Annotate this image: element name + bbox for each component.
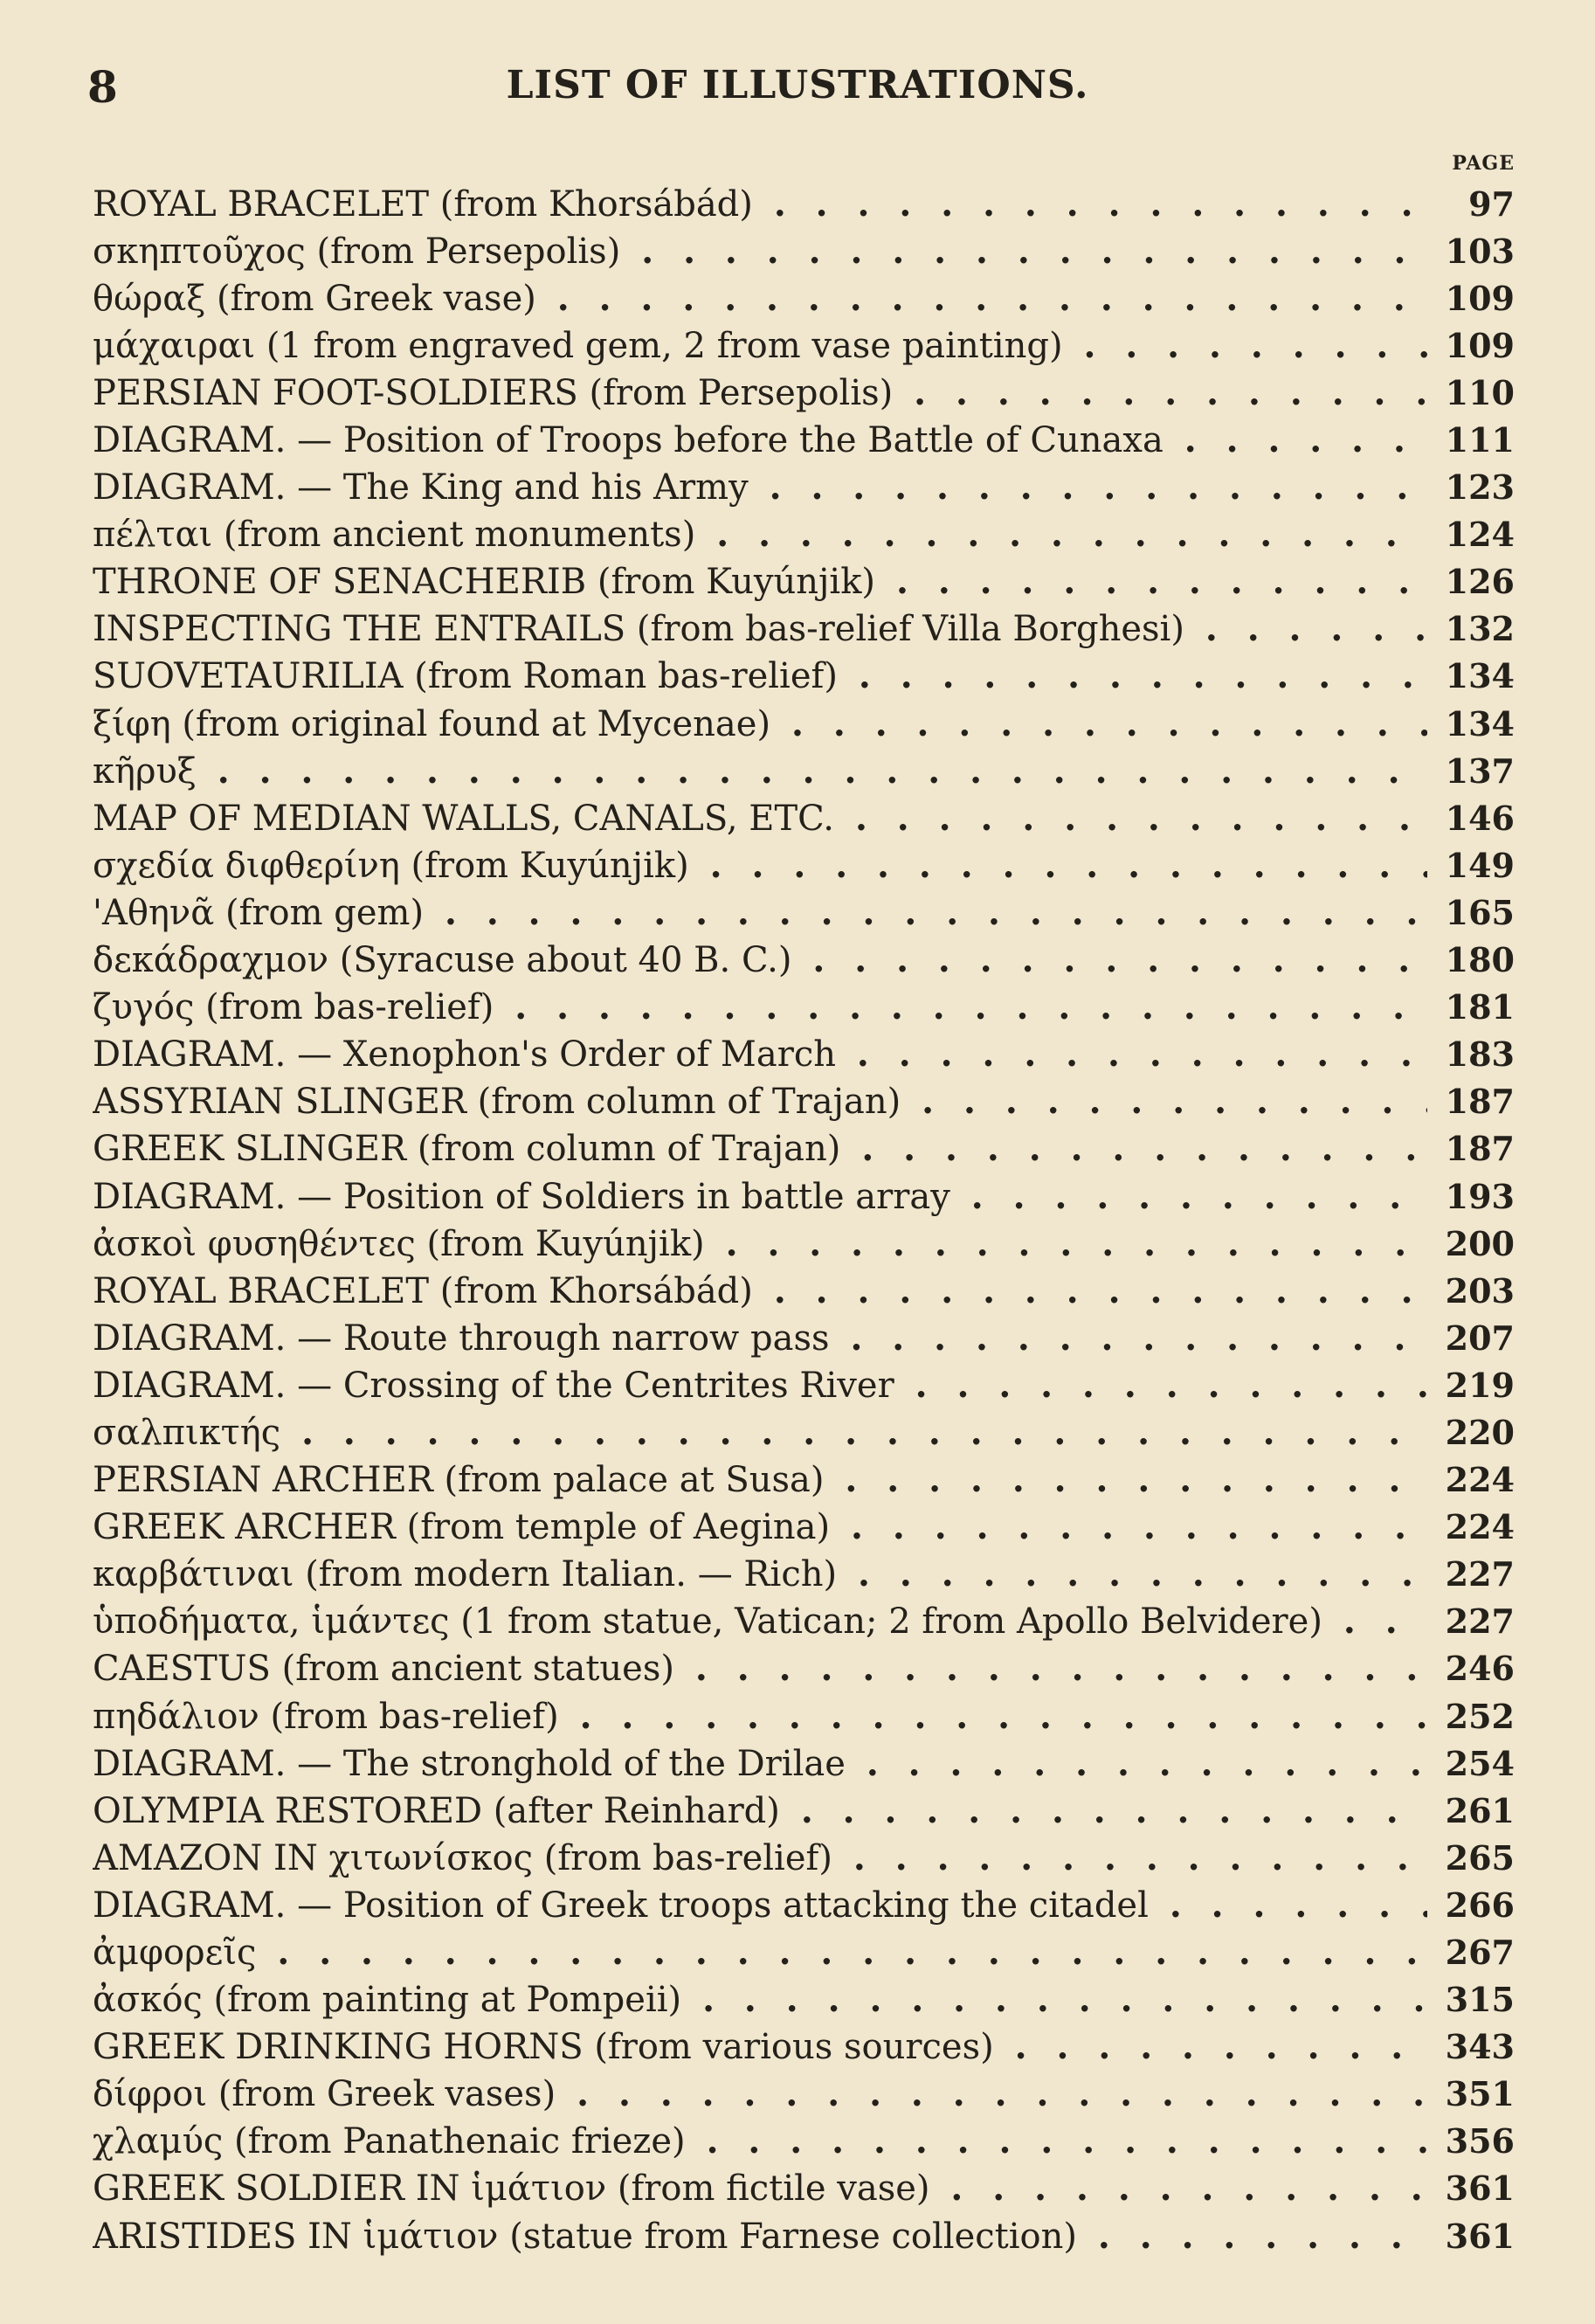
list-item	[93, 1881, 1515, 1928]
illustration-page-number: 356	[1445, 2121, 1515, 2161]
list-item	[93, 464, 1515, 511]
illustration-page-number: 224	[1445, 1507, 1515, 1547]
list-item	[93, 889, 1515, 936]
illustration-title: ROYAL BRACELET (from Khorsábád) . . .	[93, 1270, 1427, 1311]
illustration-page-number: 361	[1445, 2168, 1515, 2209]
list-item	[93, 1645, 1515, 1692]
list-item	[93, 2023, 1515, 2071]
illustration-title: SUOVETAURILIA (from Roman bas-relief) . . .	[93, 655, 1427, 696]
illustration-page-number: 124	[1445, 515, 1515, 555]
list-item	[93, 1787, 1515, 1834]
illustration-title: DIAGRAM. — The King and his Army . . .	[93, 467, 1427, 508]
list-item	[93, 794, 1515, 841]
illustrations-list	[93, 180, 1515, 2259]
list-item	[93, 2165, 1515, 2212]
illustration-title: AMAZON IN χιτωνίσκος (from bas-relief) . . .	[93, 1837, 1427, 1878]
list-item	[93, 1976, 1515, 2023]
illustration-title: ASSYRIAN SLINGER (from column of Trajan) . . .	[93, 1081, 1427, 1122]
list-item	[93, 700, 1515, 747]
illustration-title: ἀμφορεῖς . . .	[93, 1932, 1427, 1973]
illustration-page-number: 351	[1445, 2074, 1515, 2114]
illustration-title: δεκάδραχμον (Syracuse about 40 B. C.) . . .	[93, 939, 1427, 980]
illustration-page-number: 109	[1445, 325, 1515, 365]
illustration-page-number: 207	[1445, 1318, 1515, 1358]
illustration-page-number: 109	[1445, 278, 1515, 318]
list-item	[93, 1314, 1515, 1361]
illustration-page-number: 219	[1445, 1365, 1515, 1405]
illustration-title: DIAGRAM. — Route through narrow pass . . .	[93, 1318, 1427, 1359]
illustration-title: GREEK SLINGER (from column of Trajan) . . .	[93, 1128, 1427, 1169]
illustration-title: GREEK ARCHER (from temple of Aegina) . . .	[93, 1506, 1427, 1547]
illustration-title: MAP OF MEDIAN WALLS, CANALS, ETC. . . .	[93, 798, 1427, 839]
list-item	[93, 1267, 1515, 1314]
illustration-title: ἀσκός (from painting at Pompeii) . . .	[93, 1979, 1427, 2020]
illustration-page-number: 246	[1445, 1649, 1515, 1689]
page-header	[0, 52, 1595, 114]
list-item	[93, 1598, 1515, 1645]
illustration-page-number: 146	[1445, 798, 1515, 838]
illustration-page-number: 181	[1445, 987, 1515, 1027]
illustration-page-number: 227	[1445, 1601, 1515, 1642]
illustration-title: ARISTIDES IN ἱμάτιον (statue from Farnese collection) . . .	[93, 2216, 1427, 2257]
list-item	[93, 1692, 1515, 1740]
illustration-page-number: 134	[1445, 656, 1515, 696]
illustration-title: DIAGRAM. — Position of Greek troops attacking the citadel . . .	[93, 1885, 1427, 1926]
list-item	[93, 2071, 1515, 2118]
illustration-title: σκηπτοῦχος (from Persepolis) . . .	[93, 231, 1427, 272]
illustration-page-number: 267	[1445, 1933, 1515, 1973]
illustration-page-number: 220	[1445, 1412, 1515, 1452]
list-item	[93, 605, 1515, 653]
list-item	[93, 1456, 1515, 1504]
list-item	[93, 558, 1515, 605]
illustration-page-number: 132	[1445, 609, 1515, 649]
illustration-title: GREEK DRINKING HORNS (from various sources) . . .	[93, 2026, 1427, 2067]
illustration-title: OLYMPIA RESTORED (after Reinhard) . . .	[93, 1790, 1427, 1831]
illustration-title: ὑποδήματα, ἱμάντες (1 from statue, Vatican; 2 from Apollo Belvidere) . . .	[93, 1601, 1427, 1642]
illustration-title: ROYAL BRACELET (from Khorsábád) . . .	[93, 183, 1427, 225]
illustration-title: κῆρυξ . . .	[93, 750, 1427, 792]
page-column-heading: PAGE	[1452, 152, 1515, 175]
illustration-page-number: 266	[1445, 1885, 1515, 1925]
illustration-title: DIAGRAM. — Crossing of the Centrites River . . .	[93, 1365, 1427, 1406]
list-item	[93, 653, 1515, 700]
illustration-title: DIAGRAM. — Position of Soldiers in battle array . . .	[93, 1176, 1427, 1217]
list-item	[93, 1172, 1515, 1220]
illustration-page-number: 203	[1445, 1270, 1515, 1311]
illustration-title: INSPECTING THE ENTRAILS (from bas-relief Villa Borghesi) . . .	[93, 608, 1427, 649]
illustration-title: δίφροι (from Greek vases) . . .	[93, 2073, 1427, 2114]
illustration-title: PERSIAN ARCHER (from palace at Susa) . . .	[93, 1459, 1427, 1500]
list-item	[93, 1504, 1515, 1551]
list-item	[93, 984, 1515, 1031]
list-item	[93, 1834, 1515, 1881]
list-item	[93, 369, 1515, 416]
illustration-title: σαλπικτής . . .	[93, 1412, 1427, 1453]
illustration-page-number: 123	[1445, 467, 1515, 508]
illustration-page-number: 165	[1445, 892, 1515, 932]
list-item	[93, 227, 1515, 274]
illustration-title: GREEK SOLDIER IN ἱμάτιον (from fictile vase) . . .	[93, 2168, 1427, 2209]
list-item	[93, 322, 1515, 369]
illustration-page-number: 261	[1445, 1790, 1515, 1830]
illustration-page-number: 343	[1445, 2027, 1515, 2067]
illustration-page-number: 110	[1445, 372, 1515, 412]
list-item	[93, 1408, 1515, 1456]
illustration-title: πηδάλιον (from bas-relief) . . .	[93, 1696, 1427, 1737]
illustration-title: DIAGRAM. — The stronghold of the Drilae . . .	[93, 1743, 1427, 1784]
running-title: LIST OF ILLUSTRATIONS.	[506, 63, 1089, 107]
illustration-title: ἀσκοὶ φυσηθέντες (from Kuyúnjik) . . .	[93, 1223, 1427, 1264]
illustration-title: DIAGRAM. — Position of Troops before the Battle of Cunaxa . . .	[93, 419, 1427, 460]
illustration-page-number: 187	[1445, 1082, 1515, 1122]
list-item	[93, 1220, 1515, 1267]
illustration-page-number: 134	[1445, 703, 1515, 744]
illustration-page-number: 227	[1445, 1554, 1515, 1594]
illustration-title: CAESTUS (from ancient statues) . . .	[93, 1648, 1427, 1689]
illustration-page-number: 97	[1468, 183, 1515, 224]
list-item	[93, 1361, 1515, 1408]
list-item	[93, 2212, 1515, 2259]
illustration-title: καρβάτιναι (from modern Italian. — Rich) . . .	[93, 1553, 1427, 1594]
illustration-page-number: 111	[1445, 420, 1515, 460]
list-item	[93, 1740, 1515, 1787]
list-item	[93, 274, 1515, 322]
illustration-title: πέλται (from ancient monuments) . . .	[93, 514, 1427, 555]
list-item	[93, 841, 1515, 889]
illustration-title: χλαμύς (from Panathenaic frieze) . . .	[93, 2120, 1427, 2161]
illustration-page-number: 252	[1445, 1696, 1515, 1736]
illustration-page-number: 265	[1445, 1837, 1515, 1878]
illustration-title: θώραξ (from Greek vase) . . .	[93, 278, 1427, 319]
list-item	[93, 416, 1515, 463]
list-item	[93, 2118, 1515, 2165]
illustration-page-number: 180	[1445, 940, 1515, 980]
illustration-title: 'Αθηνᾶ (from gem) . . .	[93, 892, 1427, 933]
illustration-page-number: 254	[1445, 1743, 1515, 1783]
illustration-page-number: 103	[1445, 231, 1515, 271]
illustration-title: ζυγός (from bas-relief) . . .	[93, 986, 1427, 1027]
list-item	[93, 1551, 1515, 1598]
illustration-page-number: 187	[1445, 1129, 1515, 1169]
illustration-page-number: 224	[1445, 1460, 1515, 1500]
list-item	[93, 180, 1515, 227]
illustration-title: THRONE OF SENACHERIB (from Kuyúnjik) . . .	[93, 561, 1427, 602]
illustration-title: ξίφη (from original found at Mycenae) . . .	[93, 703, 1427, 744]
illustration-title: μάχαιραι (1 from engraved gem, 2 from vase painting) . . .	[93, 325, 1427, 366]
page-number: 8	[87, 61, 118, 113]
illustration-title: PERSIAN FOOT-SOLDIERS (from Persepolis) . . .	[93, 372, 1427, 413]
illustration-page-number: 361	[1445, 2216, 1515, 2256]
list-item	[93, 1125, 1515, 1172]
illustration-page-number: 315	[1445, 1980, 1515, 2020]
illustration-page-number: 193	[1445, 1176, 1515, 1216]
illustration-page-number: 126	[1445, 562, 1515, 602]
illustration-page-number: 183	[1445, 1034, 1515, 1075]
illustration-page-number: 149	[1445, 845, 1515, 885]
illustration-title: σχεδία διφθερίνη (from Kuyúnjik) . . .	[93, 845, 1427, 886]
illustration-title: DIAGRAM. — Xenophon's Order of March . . .	[93, 1034, 1427, 1075]
list-item	[93, 511, 1515, 558]
list-item	[93, 937, 1515, 984]
illustration-page-number: 200	[1445, 1223, 1515, 1263]
list-item	[93, 747, 1515, 794]
list-item	[93, 1928, 1515, 1975]
list-item	[93, 1078, 1515, 1125]
list-item	[93, 1031, 1515, 1078]
illustration-page-number: 137	[1445, 750, 1515, 791]
